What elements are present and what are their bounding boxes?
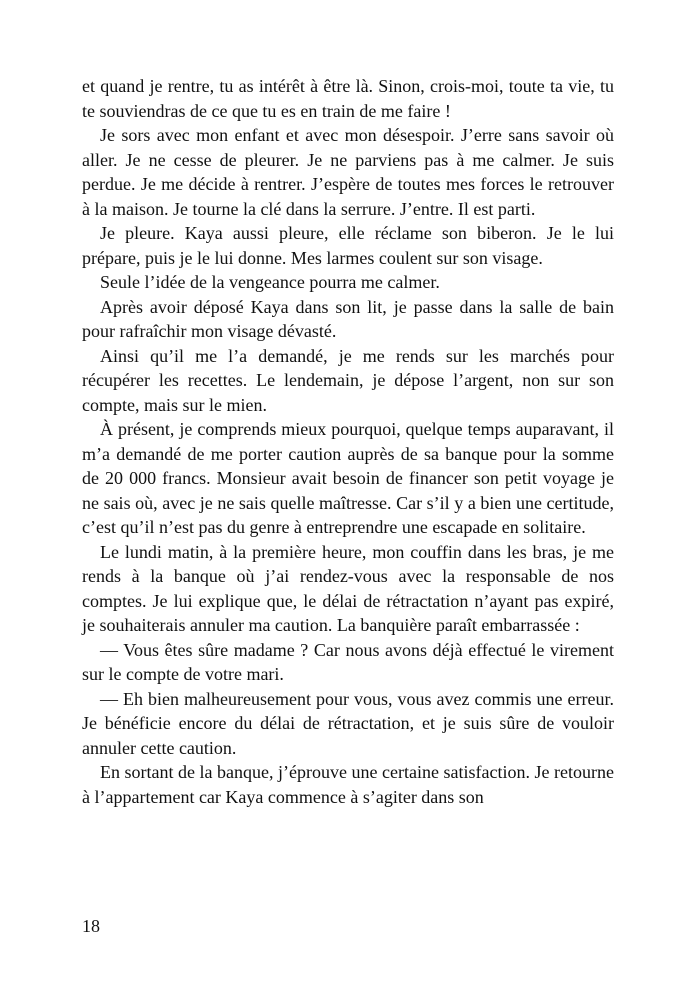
paragraph-9: — Vous êtes sûre madame ? Car nous avons déjà effectué le virement sur le compte de votre mari. — [82, 639, 614, 684]
paragraph-8: Le lundi matin, à la première heure, mon couffin dans les bras, je me rends à la banque où j’ai rendez-vous avec la responsable de nos comptes. Je lui explique que, le délai de rétractation n’ayant pas expiré, je souhaiterais annuler ma caution. La banquière paraît embarrassée : — [82, 541, 614, 635]
paragraph-6: Ainsi qu’il me l’a demandé, je me rends sur les marchés pour récupérer les recettes. Le lendemain, je dépose l’argent, non sur son compte, mais sur le mien. — [82, 345, 614, 415]
paragraph-5: Après avoir déposé Kaya dans son lit, je passe dans la salle de bain pour rafraîchir mon visage dévasté. — [82, 296, 614, 341]
paragraph-11: En sortant de la banque, j’éprouve une certaine satisfaction. Je retourne à l’appartement car Kaya commence à s’agiter dans son — [82, 762, 614, 807]
page-body — [82, 74, 614, 809]
paragraph-4: Seule l’idée de la vengeance pourra me calmer. — [100, 272, 440, 292]
page-number: 18 — [82, 916, 100, 936]
paragraph-10: — Eh bien malheureusement pour vous, vous avez commis une erreur. Je bénéficie encore du délai de rétractation, et je suis sûre de vouloir annuler cette caution. — [82, 688, 614, 758]
paragraph-3: Je pleure. Kaya aussi pleure, elle réclame son biberon. Je le lui prépare, puis je le lui donne. Mes larmes coulent sur son visage. — [82, 223, 614, 268]
paragraph-1: et quand je rentre, tu as intérêt à être là. Sinon, crois-moi, toute ta vie, tu te souviendras de ce que tu es en train de me faire ! — [82, 76, 614, 121]
paragraph-7: À présent, je comprends mieux pourquoi, quelque temps auparavant, il m’a demandé de me porter caution auprès de sa banque pour la somme de 20 000 francs. Monsieur avait besoin de financer son petit voyage je ne sais où, avec je ne sais quelle maîtresse. Car s’il y a bien une certitude, c’est qu’il n’est pas du genre à entreprendre une escapade en solitaire. — [82, 419, 614, 537]
paragraph-2: Je sors avec mon enfant et avec mon désespoir. J’erre sans savoir où aller. Je ne cesse de pleurer. Je ne parviens pas à me calmer. Je suis perdue. Je me décide à rentrer. J’espère de toutes mes forces le retrouver à la maison. Je tourne la clé dans la serrure. J’entre. Il est parti. — [82, 125, 614, 219]
